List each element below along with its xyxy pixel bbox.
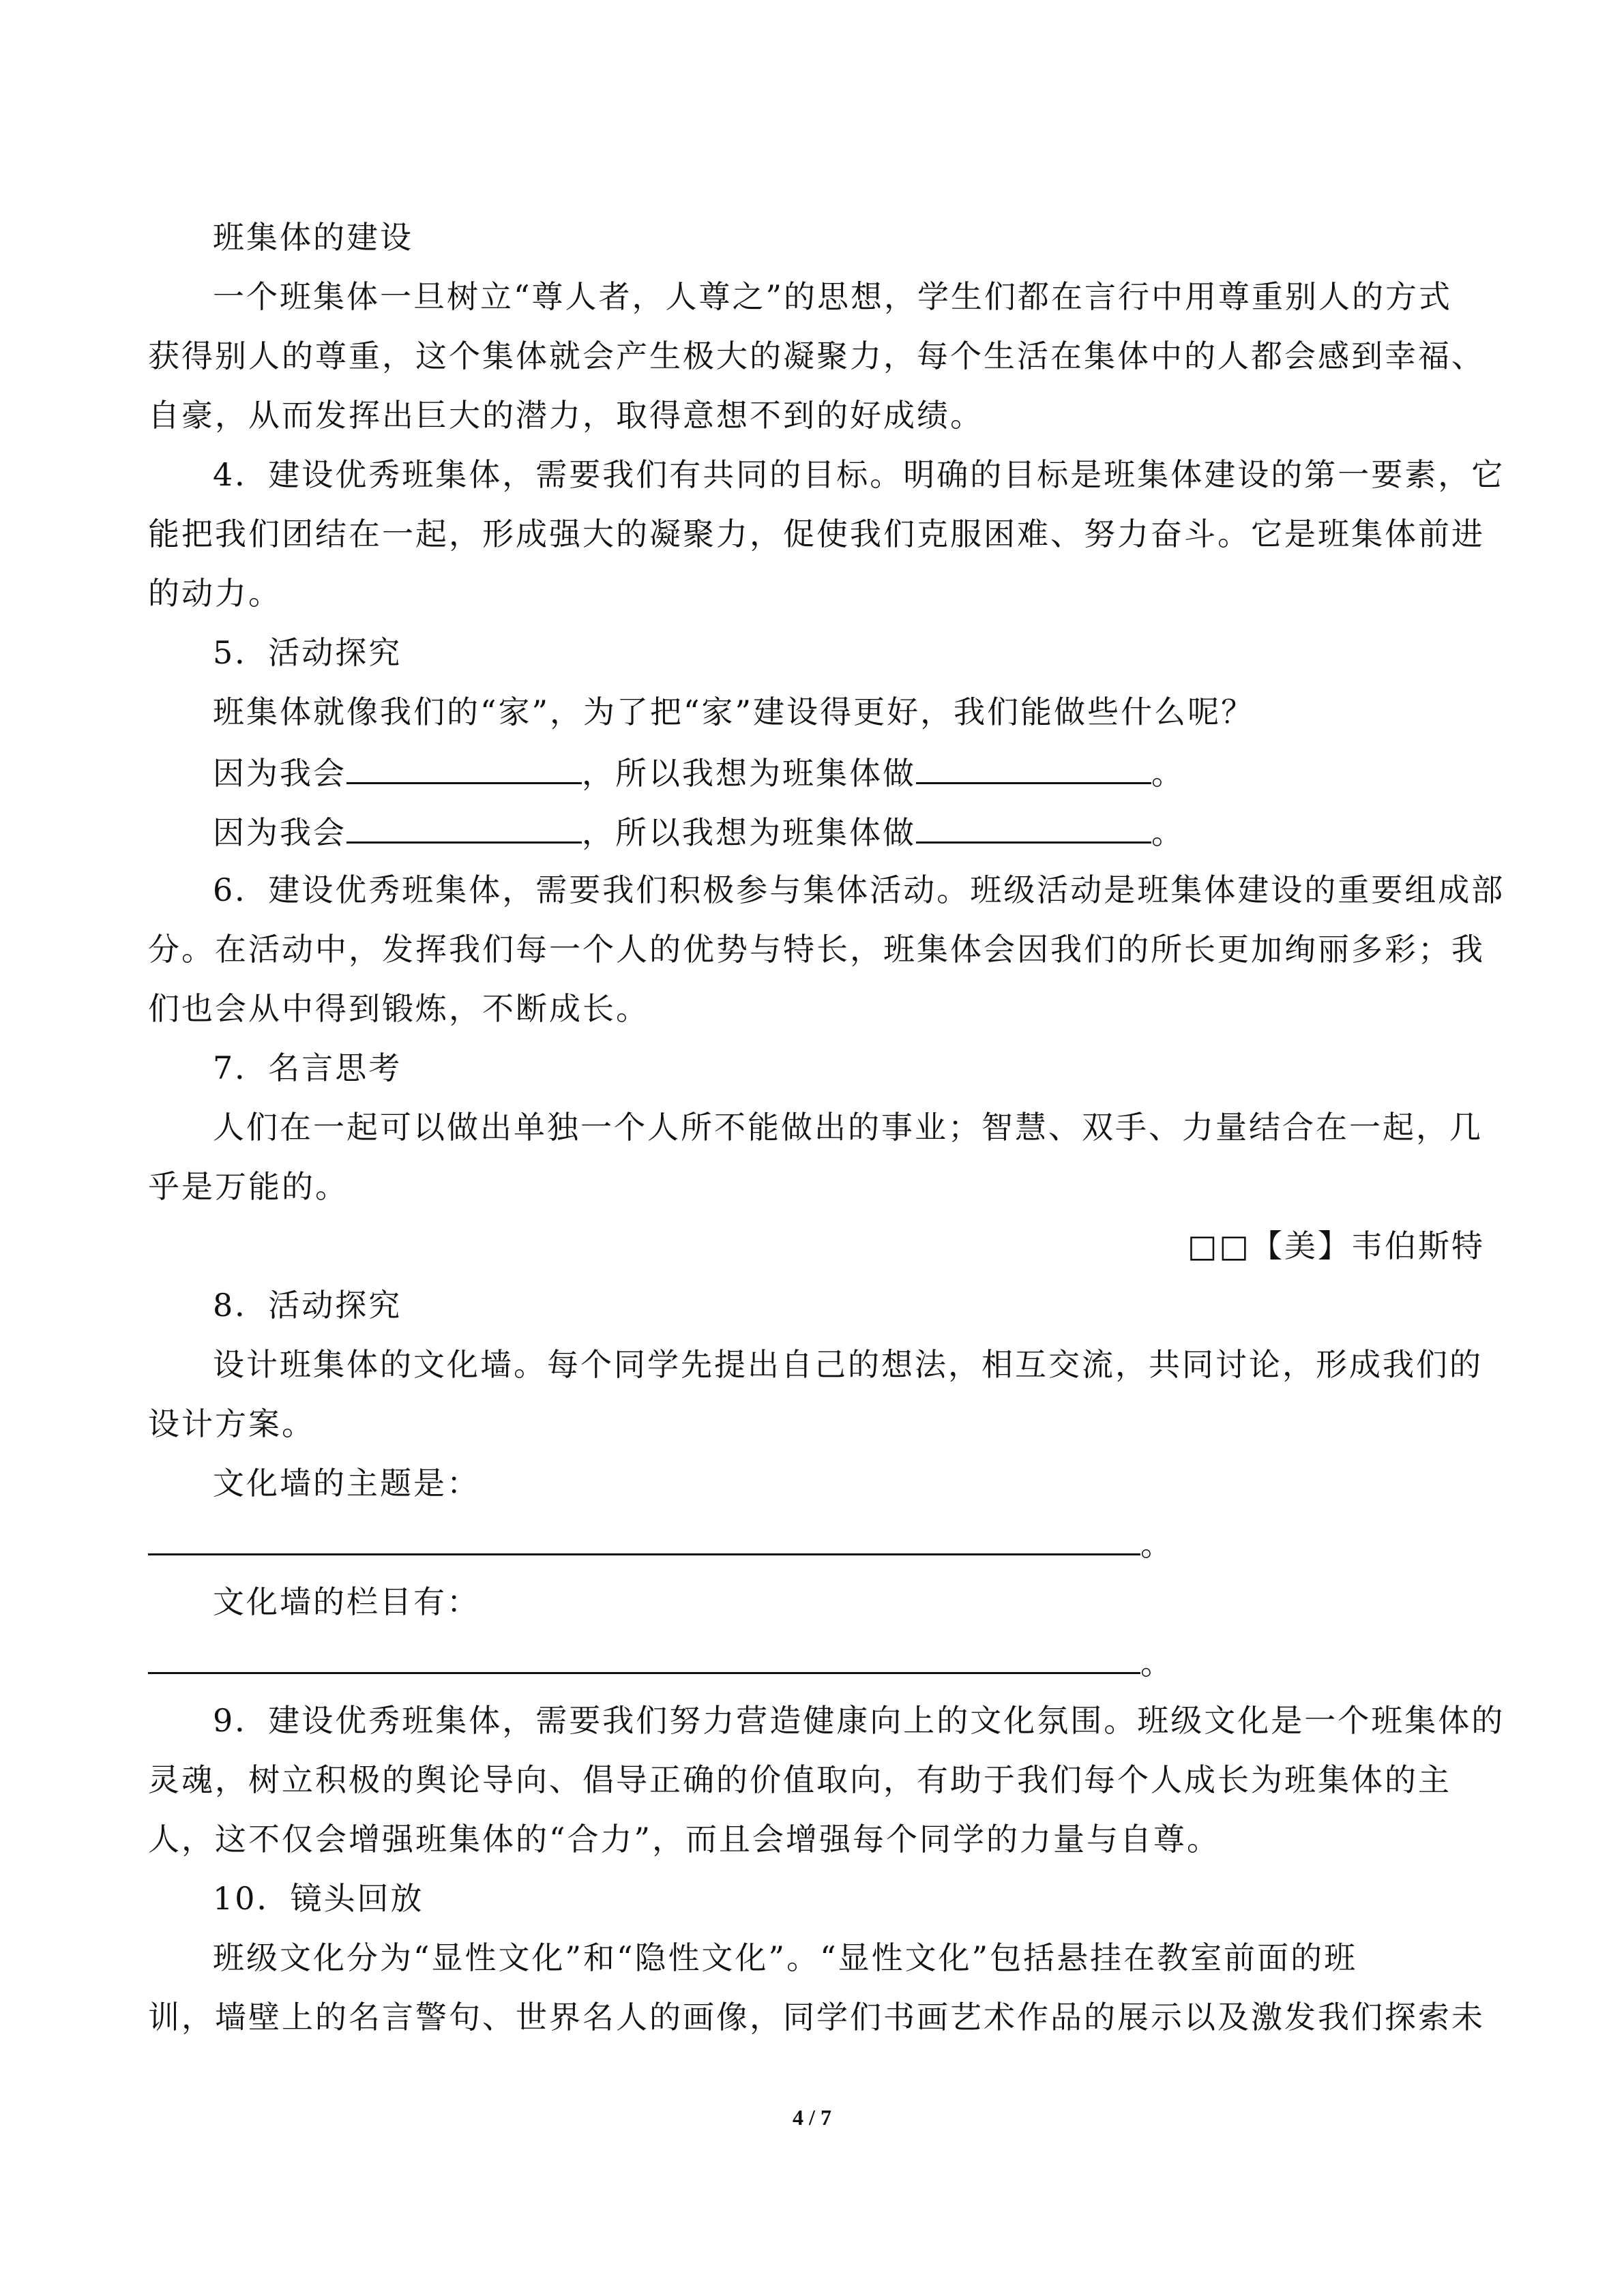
fill-in-middle: ，所以我想为班集体做 <box>582 755 916 792</box>
answer-blank[interactable] <box>346 810 582 844</box>
quote-attribution: □□【美】韦伯斯特 <box>1187 1227 1485 1264</box>
answer-blank[interactable] <box>916 751 1151 784</box>
fill-in-middle: ，所以我想为班集体做 <box>582 814 916 851</box>
fill-in-line <box>148 1641 1485 1682</box>
paragraph-line: 设计班集体的文化墙。每个同学先提出自己的想法，相互交流，共同讨论，形成我们的 <box>213 1346 1483 1383</box>
answer-blank[interactable] <box>148 1641 1140 1674</box>
item-heading: 5．活动探究 <box>213 634 402 671</box>
paragraph-line: 自豪，从而发挥出巨大的潜力，取得意想不到的好成绩。 <box>148 397 984 434</box>
field-label: 文化墙的主题是： <box>213 1465 480 1502</box>
paragraph-line: 分。在活动中，发挥我们每一个人的优势与特长，班集体会因我们的所长更加绚丽多彩；我 <box>148 931 1485 968</box>
paragraph-line: 训，墙壁上的名言警句、世界名人的画像，同学们书画艺术作品的展示以及激发我们探索未 <box>148 1999 1485 2036</box>
paragraph-line: 能把我们团结在一起，形成强大的凝聚力，促使我们克服困难、努力奋斗。它是班集体前进 <box>148 516 1485 552</box>
fill-in-suffix: 。 <box>1151 755 1185 792</box>
fill-in-prefix: 因为我会 <box>213 814 346 851</box>
fill-in-prefix: 因为我会 <box>213 755 346 792</box>
paragraph-line: 设计方案。 <box>148 1405 315 1442</box>
page-number: 4 / 7 <box>793 2105 831 2130</box>
paragraph-line: 4．建设优秀班集体，需要我们有共同的目标。明确的目标是班集体建设的第一要素，它 <box>213 456 1505 493</box>
section-heading: 班集体的建设 <box>213 219 413 256</box>
fill-in-suffix: 。 <box>1151 814 1185 851</box>
paragraph-line: 获得别人的尊重，这个集体就会产生极大的凝聚力，每个生活在集体中的人都会感到幸福、 <box>148 338 1485 374</box>
item-heading: 7．名言思考 <box>213 1049 402 1086</box>
paragraph-line: 6．建设优秀班集体，需要我们积极参与集体活动。班级活动是班集体建设的重要组成部 <box>213 871 1505 908</box>
fill-in-line <box>213 810 1485 851</box>
paragraph-line: 人，这不仅会增强班集体的“合力”，而且会增强每个同学的力量与自尊。 <box>148 1821 1221 1858</box>
paragraph-line: 班集体就像我们的“家”，为了把“家”建设得更好，我们能做些什么呢？ <box>213 694 1255 730</box>
quote-line: 乎是万能的。 <box>148 1168 349 1205</box>
fill-in-suffix: 。 <box>1140 1526 1174 1563</box>
quote-line: 人们在一起可以做出单独一个人所不能做出的事业；智慧、双手、力量结合在一起，几 <box>213 1109 1483 1146</box>
paragraph-line: 们也会从中得到锻炼，不断成长。 <box>148 990 649 1027</box>
item-heading: 8．活动探究 <box>213 1287 402 1324</box>
paragraph-line: 的动力。 <box>148 575 282 612</box>
paragraph-line: 9．建设优秀班集体，需要我们努力营造健康向上的文化氛围。班级文化是一个班集体的 <box>213 1702 1505 1739</box>
fill-in-line <box>148 1522 1485 1563</box>
fill-in-suffix: 。 <box>1140 1645 1174 1682</box>
answer-blank[interactable] <box>916 810 1151 844</box>
paragraph-line: 灵魂，树立积极的舆论导向、倡导正确的价值取向，有助于我们每个人成长为班集体的主 <box>148 1761 1451 1798</box>
paragraph-line: 班级文化分为“显性文化”和“隐性文化”。“显性文化”包括悬挂在教室前面的班 <box>213 1939 1358 1976</box>
field-label: 文化墙的栏目有： <box>213 1583 480 1620</box>
fill-in-line <box>213 751 1485 792</box>
answer-blank[interactable] <box>148 1522 1140 1555</box>
paragraph-line: 一个班集体一旦树立“尊人者，人尊之”的思想，学生们都在言行中用尊重别人的方式 <box>213 278 1453 315</box>
item-heading: 10．镜头回放 <box>213 1880 424 1917</box>
answer-blank[interactable] <box>346 751 582 784</box>
